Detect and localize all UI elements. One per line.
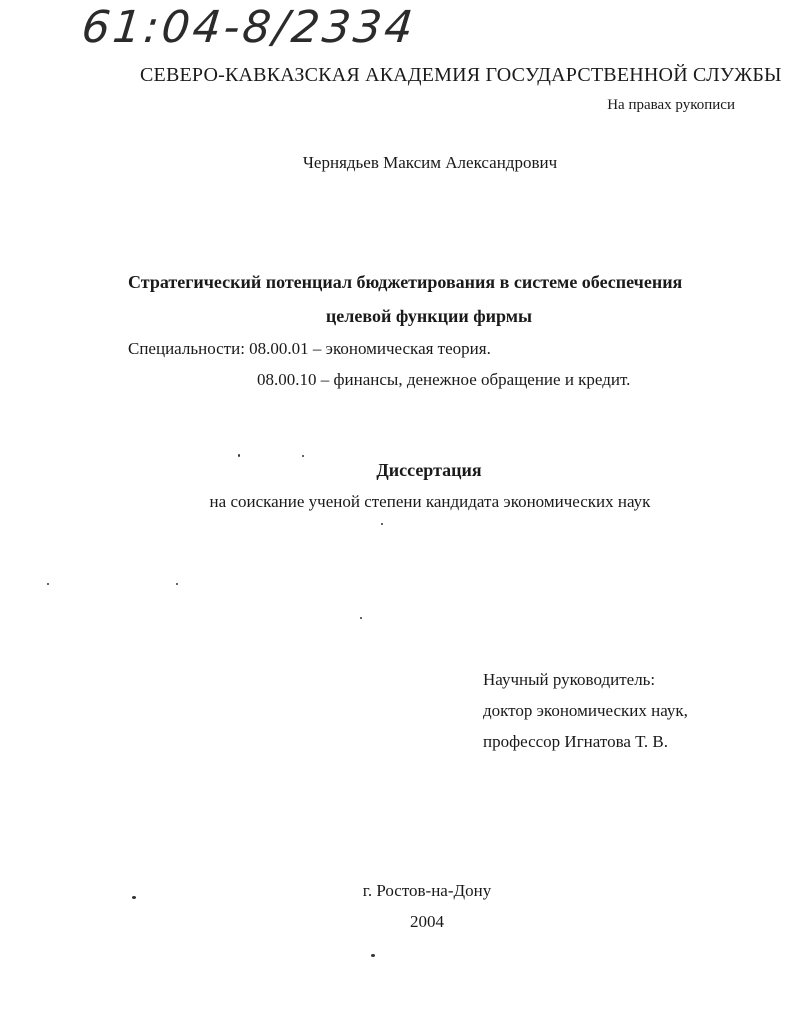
year: 2004 <box>410 912 444 931</box>
dissertation-label: Диссертация <box>376 460 482 480</box>
author-name: Чернядьев Максим Александрович <box>302 153 558 172</box>
scan-speck <box>176 583 178 585</box>
scan-speck <box>132 896 136 899</box>
supervisor-degree: доктор экономических наук, <box>483 701 688 720</box>
institution-name: СЕВЕРО-КАВКАЗСКАЯ АКАДЕМИЯ ГОСУДАРСТВЕННОЙ СЛУЖБЫ <box>140 64 782 86</box>
specialty-line-2: 08.00.10 – финансы, денежное обращение и кредит. <box>257 370 631 389</box>
scan-speck <box>238 454 240 457</box>
scan-speck <box>360 617 362 619</box>
handwritten-archive-number: 61:04-8/2334 <box>79 2 419 53</box>
scan-speck <box>47 583 49 585</box>
scan-speck <box>381 523 383 525</box>
dissertation-title-line-2: целевой функции фирмы <box>325 306 533 326</box>
degree-subtitle: на соискание ученой степени кандидата экономических наук <box>209 492 651 511</box>
dissertation-title-line-1: Стратегический потенциал бюджетирования в системе обеспечения <box>128 272 683 292</box>
specialty-line-1: Специальности: 08.00.01 – экономическая теория. <box>128 339 491 358</box>
scan-speck <box>371 954 375 957</box>
scan-speck <box>302 455 304 457</box>
city: г. Ростов-на-Дону <box>362 881 492 900</box>
supervisor-name: профессор Игнатова Т. В. <box>483 732 668 751</box>
supervisor-role: Научный руководитель: <box>483 670 656 689</box>
manuscript-rights-note: На правах рукописи <box>607 97 735 113</box>
